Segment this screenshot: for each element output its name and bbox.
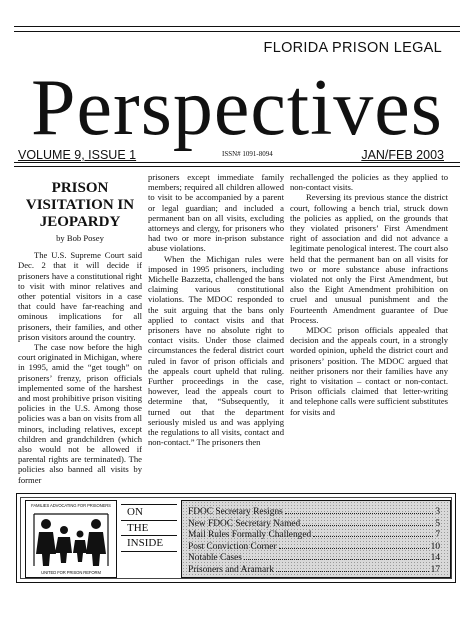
toc-item[interactable]: Mail Rules Formally Challenged 7: [188, 530, 440, 541]
on-the-inside-box: [16, 493, 456, 583]
masthead-title: Perspectives: [31, 64, 443, 152]
toc-item[interactable]: New FDOC Secretary Named 5: [188, 518, 440, 529]
issue-bar: [14, 148, 460, 163]
article-column-2: [148, 172, 284, 490]
logo-text-top: FAMILIES ADVOCATING FOR PRISONERS: [31, 503, 111, 508]
label-line: THE: [121, 521, 177, 537]
top-rule-thin: [14, 31, 460, 32]
paragraph: The case now before the high court originated in Michigan, where in 1995, amid the “get tough” on prisoners’ frenzy, prison officials implemented some of the harshest and most prohibitive prison visiting policies in the U.S. Among those policies was a ban on visits from all minors, including relatives, except children and grandchildren (which also would not be allowed if parental rights are terminated). The policies also banned all visits by former: [18, 342, 142, 485]
article-byline: by Bob Posey: [56, 233, 104, 243]
paragraph: prisoners except immediate family members; required all children allowed to visit to be accompanied by a parent or legal guardian; and included a permanent ban on all visits, excluding attorneys and clergy, for prisoners who had two or more in-prison substance abuse violations.: [148, 172, 284, 254]
issue-volume: VOLUME 9, ISSUE 1: [18, 148, 137, 162]
article-column-1: [18, 172, 142, 490]
table-of-contents: [181, 500, 451, 578]
article-column-3: [290, 172, 448, 490]
article-headline: PRISON VISITATION IN JEOPARDY: [25, 180, 135, 230]
on-the-inside-label: [121, 504, 177, 552]
label-line: ON: [121, 504, 177, 521]
masthead-org: FLORIDA PRISON LEGAL: [263, 40, 442, 56]
paragraph: Reversing its previous stance the district court, following a bench trial, struck down the policies as applied, on the grounds that they violated prisoners’ First Amendment right of association and did not advance a legitimate penological interest. The court also held that the permanent ban on all visits for two or more substance abuse infractions violated not only the First Amendment, but also the Eight Amendment prohibition on cruel and unusual punishment and the Fourteenth Amendment guarantee of Due Process.: [290, 192, 448, 325]
top-rule: [14, 26, 460, 27]
issue-date: JAN/FEB 2003: [361, 148, 444, 162]
toc-item[interactable]: Notable Cases 14: [188, 553, 440, 564]
paragraph: MDOC prison officials appealed that decision and the appeals court, in a strongly worded opinion, upheld the district court and prisoners’ position. The MDOC argued that neither prisoners nor their families have any right to visitation – contact or non-contact. Prison officials claimed that letter-writing and telephone calls were sufficient substitutes for visits and: [290, 325, 448, 417]
issn: ISSN# 1091-8094: [222, 150, 273, 158]
family-silhouette-icon: [30, 510, 112, 568]
logo-text-bottom: UNITED FOR PRISON REFORM: [41, 570, 101, 575]
paragraph: When the Michigan rules were imposed in 1995 prisoners, including Michelle Bazzetta, challenged the bans claiming various constitutional violations. The MDOC responded to the suit arguing that the bans only applied to contact visits and that prisoners have no absolute right to contact visits. Under those claimed circumstances the federal district court ruled in favor of prison officials and the appeals court upheld that ruling. Further proceedings in the case, however, lead the appeals court to determine that, “Subsequently, it turned out that the department seriously misled us and was applying the regulations to all visits, contact and non-contact.” The prisoners then: [148, 253, 284, 448]
paragraph: The U.S. Supreme Court said Dec. 2 that it will decide if prisoners have a constitutional right to visit with minor relatives and other potential visitors in a case that could have far-reaching and ominous implications for all prisoners, their families, and other prison visitors around the country.: [18, 250, 142, 342]
label-line: INSIDE: [121, 536, 177, 552]
toc-item[interactable]: Post Conviction Corner 10: [188, 541, 440, 552]
toc-item[interactable]: Prisoners and Aramark 17: [188, 564, 440, 575]
organization-logo: [25, 500, 117, 578]
divider: [14, 166, 460, 167]
paragraph: rechallenged the policies as they applied to non-contact visits.: [290, 172, 448, 193]
toc-item[interactable]: FDOC Secretary Resigns 3: [188, 507, 440, 517]
